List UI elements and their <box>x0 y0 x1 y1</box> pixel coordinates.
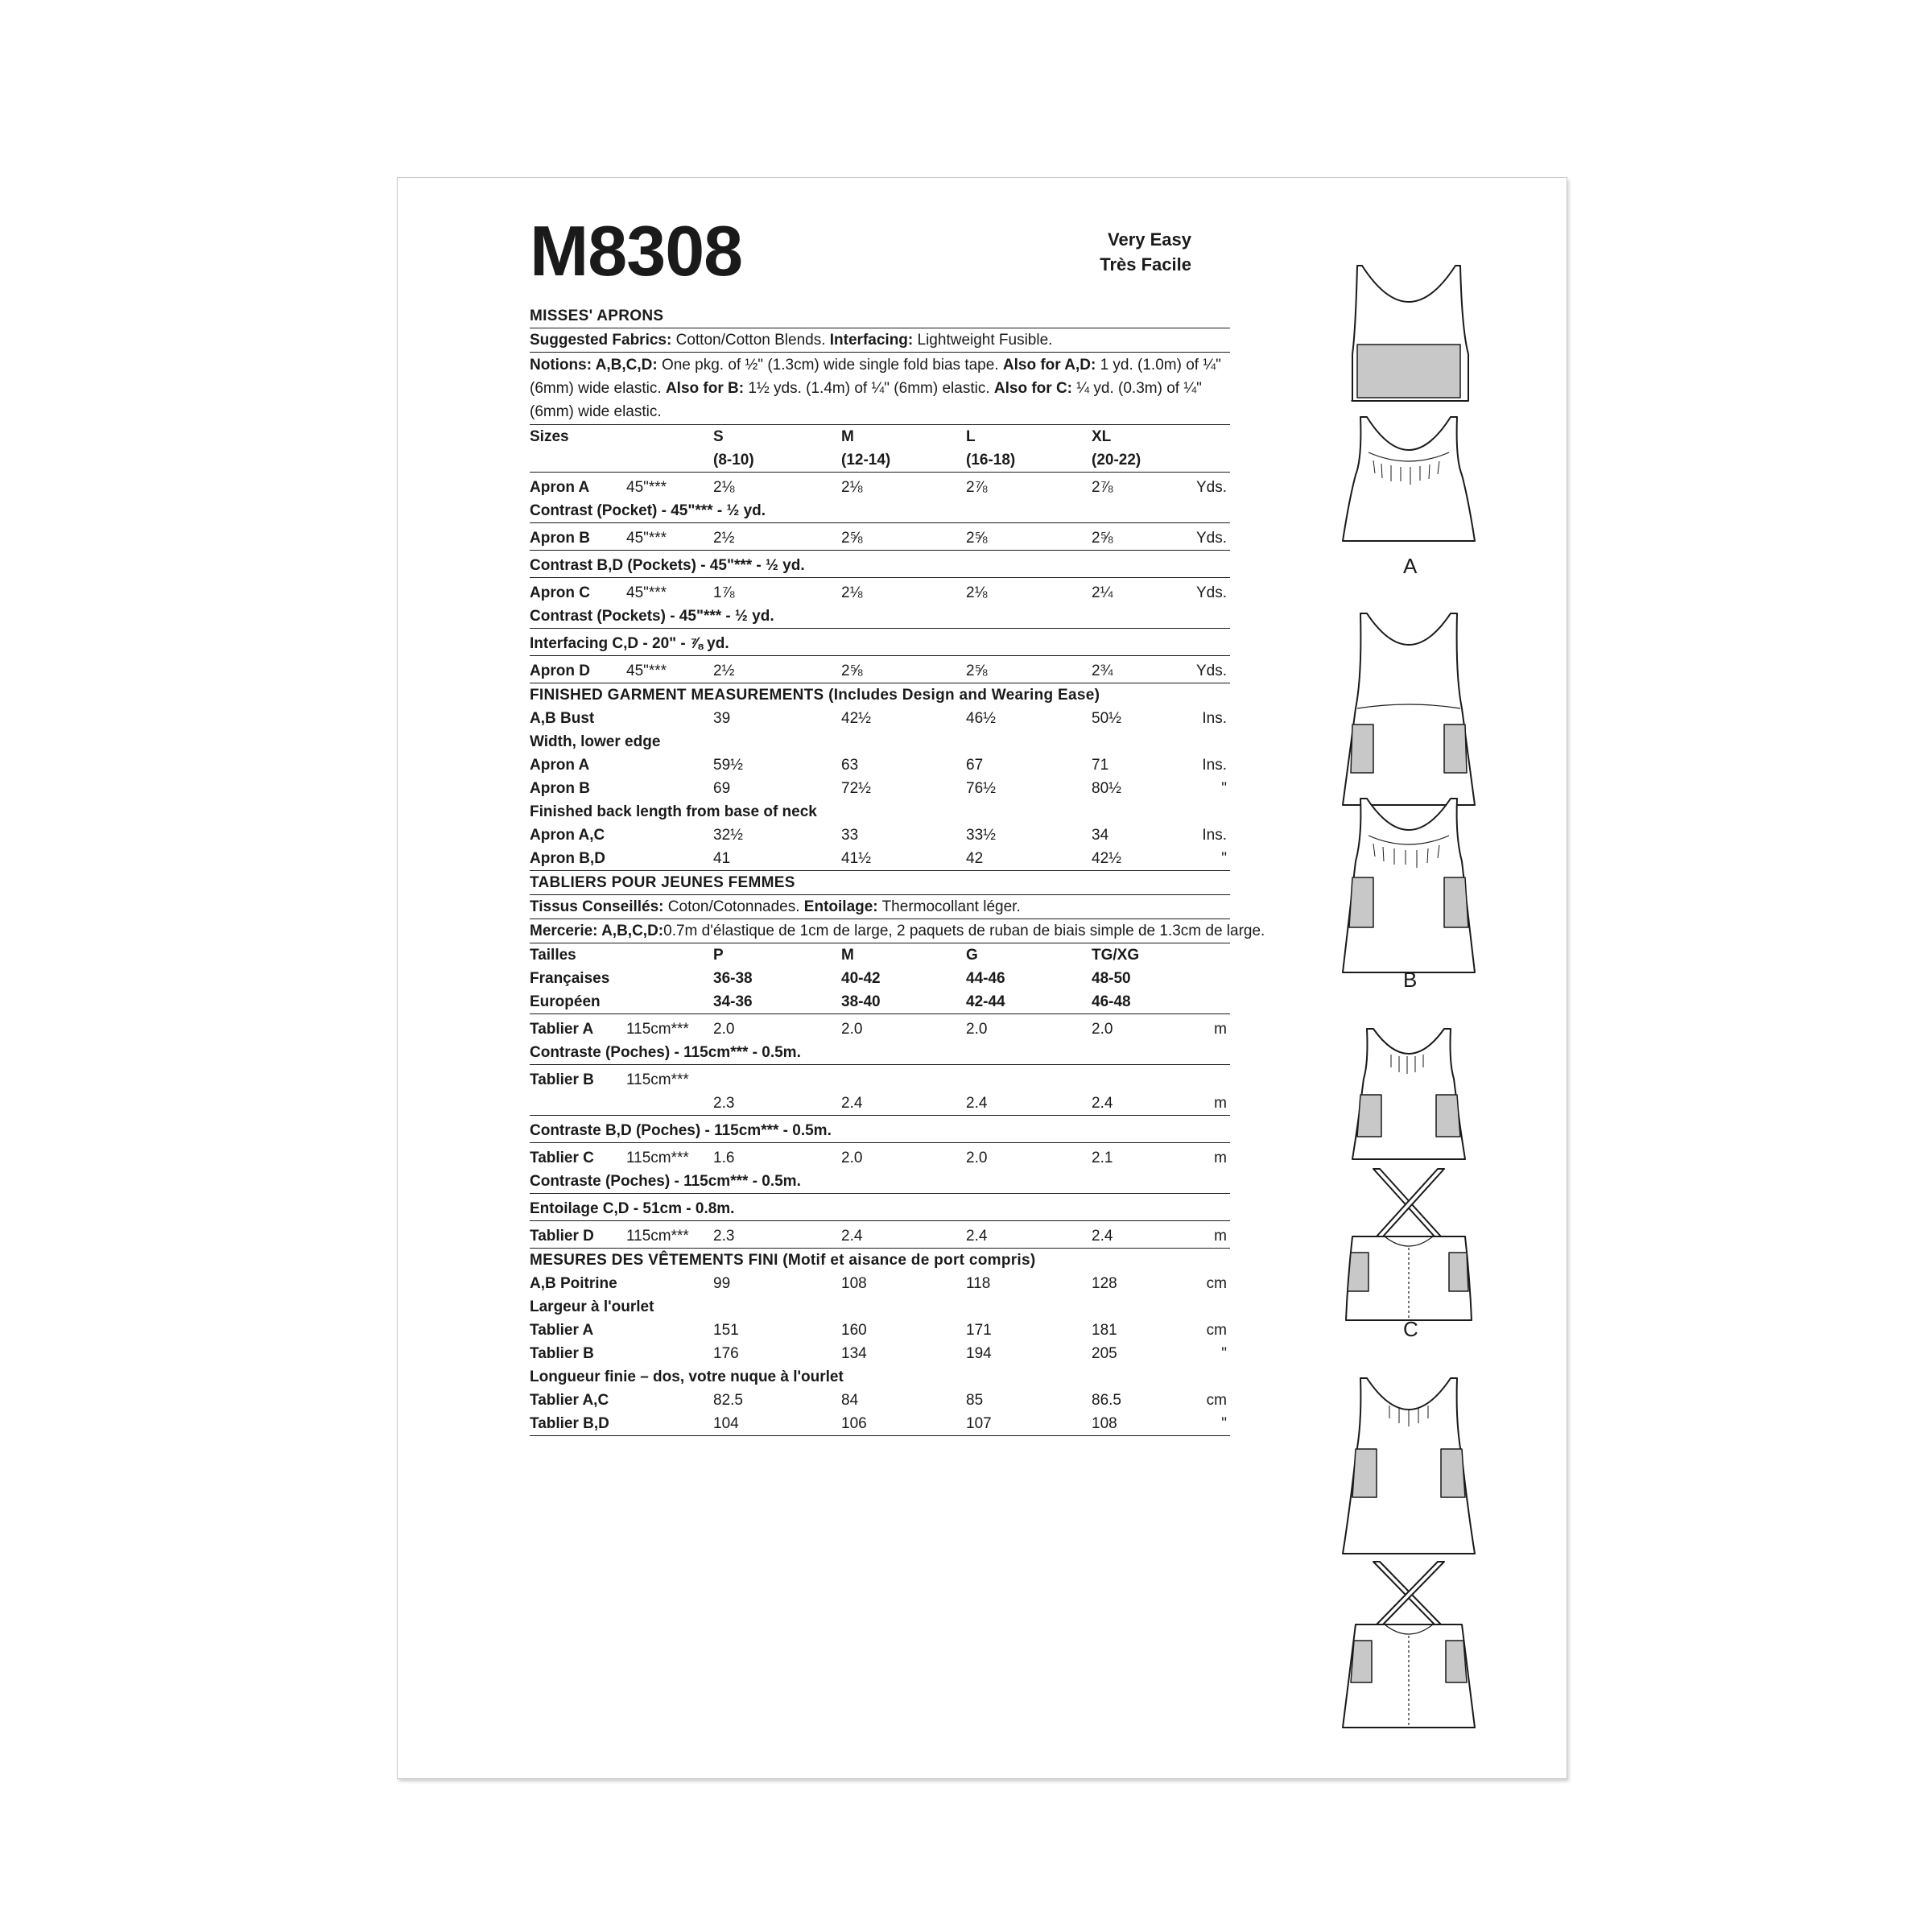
section-title: MISSES' APRONS <box>530 304 1230 328</box>
table-row: Apron A 45"*** 2⅛ 2⅛ 2⅞ 2⅞ Yds. <box>530 479 1227 496</box>
pocket-shape <box>1357 1095 1381 1137</box>
table-row: Tablier A 115cm*** 2.0 2.0 2.0 2.0 m <box>530 1021 1227 1038</box>
difficulty-fr: Très Facile <box>1100 254 1191 275</box>
table-row: Contraste (Poches) - 115cm*** - 0.5m. <box>530 1170 1230 1194</box>
size-ranges-row: (8-10) (12-14) (16-18) (20-22) <box>530 448 1230 473</box>
section-title: MESURES DES VÊTEMENTS FINI (Motif et aisance de port compris) <box>530 1252 1036 1269</box>
table-row: Finished back length from base of neck <box>530 803 817 820</box>
pocket-shape <box>1348 1253 1368 1291</box>
pocket-shape <box>1436 1095 1460 1137</box>
table-row: Contrast B,D (Pockets) - 45"*** - ½ yd. <box>530 554 1230 578</box>
table-row: Tablier C 115cm*** 1.6 2.0 2.0 2.1 m <box>530 1150 1227 1166</box>
table-row: Tablier A,C 82.5 84 85 86.5 cm <box>530 1392 1227 1409</box>
fabrics-line: Tissus Conseillés: Coton/Cotonnades. Entoilage: Thermocollant léger. <box>530 895 1230 919</box>
view-label-b: B <box>1403 968 1418 992</box>
sizes-row: Tailles P M G TG/XG <box>530 947 1140 964</box>
apron-d-back-drawing <box>1343 1562 1475 1728</box>
table-row: Tablier D 115cm*** 2.3 2.4 2.4 2.4 m <box>530 1224 1230 1249</box>
pocket-shape <box>1351 1641 1372 1682</box>
sizes-row: Françaises 36-38 40-42 44-46 48-50 <box>530 970 1131 987</box>
pocket-shape <box>1357 345 1460 398</box>
view-label-c: C <box>1403 1317 1418 1341</box>
table-row: Contrast (Pockets) - 45"*** - ½ yd. <box>530 605 1230 629</box>
table-row: Tablier B,D 104 106 107 108 " <box>530 1412 1230 1436</box>
table-row: A,B Bust 39 42½ 46½ 50½ Ins. <box>530 710 1227 727</box>
apron-c-front-drawing <box>1352 1029 1465 1159</box>
sizes-row: Européen 34-36 38-40 42-44 46-48 <box>530 990 1230 1014</box>
table-row: Apron B 45"*** 2½ 2⅝ 2⅝ 2⅝ Yds. <box>530 526 1230 551</box>
apron-c-back-drawing <box>1346 1169 1472 1320</box>
section-title: FINISHED GARMENT MEASUREMENTS (Includes Design and Wearing Ease) <box>530 687 1100 704</box>
apron-b-back-drawing <box>1343 613 1475 805</box>
table-row: Tablier B 176 134 194 205 " <box>530 1345 1227 1362</box>
view-label-a: A <box>1403 554 1418 578</box>
yardage-table <box>530 304 1265 1436</box>
pocket-shape <box>1446 1641 1467 1682</box>
table-row: Width, lower edge <box>530 733 661 750</box>
apron-b-front-drawing <box>1343 799 1475 972</box>
pocket-shape <box>1444 724 1467 773</box>
pocket-shape <box>1441 1449 1465 1497</box>
table-row: 2.3 2.4 2.4 2.4 m <box>530 1092 1230 1116</box>
apron-a-back-drawing <box>1351 266 1468 401</box>
table-row: Contrast (Pocket) - 45"*** - ½ yd. <box>530 499 1230 523</box>
table-row: Apron C 45"*** 1⅞ 2⅛ 2⅛ 2¼ Yds. <box>530 584 1227 601</box>
sizes-row: Sizes S M L XL <box>530 428 1112 445</box>
pocket-shape <box>1449 1253 1468 1291</box>
pocket-shape <box>1349 877 1373 927</box>
table-row: Interfacing C,D - 20" - ⅞ yd. <box>530 632 1230 656</box>
difficulty-en: Very Easy <box>1108 229 1191 250</box>
table-row: Apron A 59½ 63 67 71 Ins. <box>530 757 1227 774</box>
difficulty-label <box>1100 227 1191 277</box>
technical-drawings <box>1320 242 1497 1739</box>
table-row: Longueur finie – dos, votre nuque à l'ourlet <box>530 1368 844 1385</box>
section-title: TABLIERS POUR JEUNES FEMMES <box>530 871 1230 895</box>
table-row: Tablier B 115cm*** <box>530 1071 689 1088</box>
table-row: A,B Poitrine 99 108 118 128 cm <box>530 1275 1227 1292</box>
pattern-number: M8308 <box>530 211 743 291</box>
notions-line: Mercerie: A,B,C,D:0.7m d'élastique de 1cm de large, 2 paquets de ruban de biais simple de 1.3cm de large. <box>530 919 1230 943</box>
pocket-shape <box>1351 724 1373 773</box>
table-row: Tablier A 151 160 171 181 cm <box>530 1322 1227 1339</box>
table-row: Apron B 69 72½ 76½ 80½ " <box>530 780 1227 797</box>
apron-d-front-drawing <box>1343 1378 1475 1554</box>
table-row: Apron B,D 41 41½ 42 42½ " <box>530 847 1230 871</box>
table-row: Apron A,C 32½ 33 33½ 34 Ins. <box>530 827 1227 844</box>
pocket-shape <box>1352 1449 1377 1497</box>
apron-a-front-drawing <box>1343 417 1475 541</box>
table-row: Entoilage C,D - 51cm - 0.8m. <box>530 1197 1230 1221</box>
table-row: Largeur à l'ourlet <box>530 1298 654 1315</box>
table-row: Contraste (Poches) - 115cm*** - 0.5m. <box>530 1041 1230 1065</box>
table-row: Apron D 45"*** 2½ 2⅝ 2⅝ 2¾ Yds. <box>530 659 1230 683</box>
pocket-shape <box>1444 877 1468 927</box>
table-row: Contraste B,D (Poches) - 115cm*** - 0.5m. <box>530 1119 1230 1143</box>
fabrics-line: Suggested Fabrics: Cotton/Cotton Blends. Interfacing: Lightweight Fusible. <box>530 328 1230 353</box>
notions-line: Notions: A,B,C,D: One pkg. of ½" (1.3cm) wide single fold bias tape. Also for A,D: 1 yd. (1.0m) of ¼" (6mm) wide elastic. Also for B: 1½ yds. (1.4m) of ¼" (6mm) elastic. Also for C: ¼ yd. (0.3m) of ¼" (6mm) wide elastic. <box>530 353 1230 425</box>
